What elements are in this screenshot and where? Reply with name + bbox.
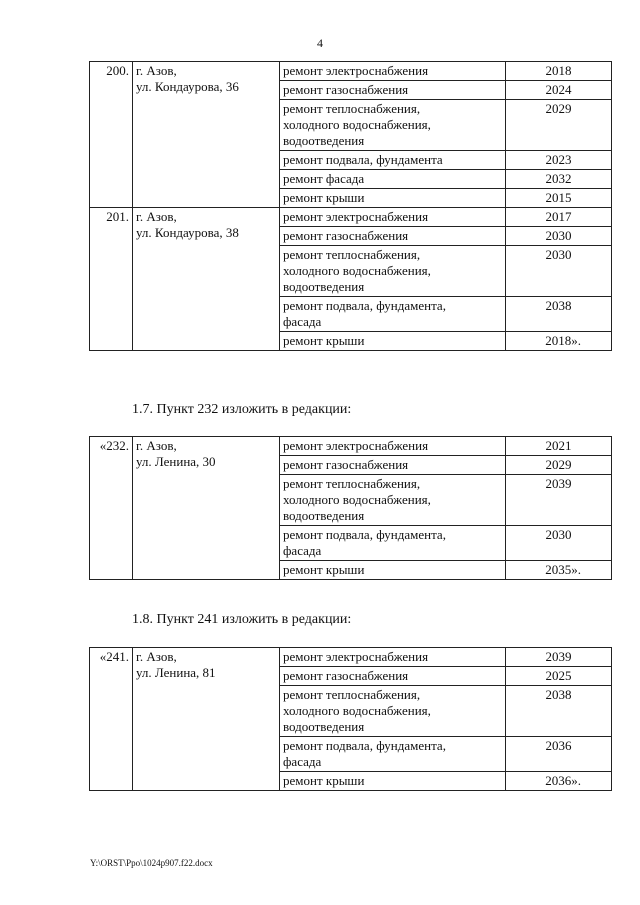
work-type: ремонт подвала, фундамента, фасада <box>280 297 506 332</box>
file-path-footer: Y:\ORST\Ppo\1024p907.f22.docx <box>90 858 213 868</box>
work-year: 2029 <box>506 100 612 151</box>
entry-address: г. Азов, ул. Кондаурова, 36 <box>133 62 280 208</box>
work-year: 2038 <box>506 297 612 332</box>
work-year: 2039 <box>506 475 612 526</box>
work-year: 2032 <box>506 170 612 189</box>
repair-schedule-table <box>89 61 612 351</box>
work-year: 2030 <box>506 246 612 297</box>
work-type: ремонт крыши <box>280 189 506 208</box>
work-type: ремонт теплоснабжения, холодного водоснабжения, водоотведения <box>280 686 506 737</box>
paragraph-item-1-7: 1.7. Пункт 232 изложить в редакции: <box>132 402 352 417</box>
work-type: ремонт крыши <box>280 332 506 351</box>
work-type: ремонт теплоснабжения, холодного водоснабжения, водоотведения <box>280 100 506 151</box>
page-number: 4 <box>317 36 323 50</box>
work-type: ремонт фасада <box>280 170 506 189</box>
work-type: ремонт электроснабжения <box>280 437 506 456</box>
work-year: 2015 <box>506 189 612 208</box>
work-type: ремонт газоснабжения <box>280 81 506 100</box>
entry-number: «241. <box>90 648 133 791</box>
work-type: ремонт подвала, фундамента <box>280 151 506 170</box>
entry-address: г. Азов, ул. Ленина, 30 <box>133 437 280 580</box>
table-row <box>90 62 612 81</box>
work-year: 2023 <box>506 151 612 170</box>
work-type: ремонт электроснабжения <box>280 648 506 667</box>
work-type: ремонт подвала, фундамента, фасада <box>280 526 506 561</box>
work-year: 2039 <box>506 648 612 667</box>
paragraph-item-1-8: 1.8. Пункт 241 изложить в редакции: <box>132 612 352 627</box>
work-year: 2021 <box>506 437 612 456</box>
work-year: 2030 <box>506 526 612 561</box>
work-year: 2036». <box>506 772 612 791</box>
work-type: ремонт электроснабжения <box>280 62 506 81</box>
work-type: ремонт электроснабжения <box>280 208 506 227</box>
repair-schedule-table <box>89 647 612 791</box>
work-year: 2036 <box>506 737 612 772</box>
work-type: ремонт газоснабжения <box>280 456 506 475</box>
work-type: ремонт теплоснабжения, холодного водоснабжения, водоотведения <box>280 475 506 526</box>
entry-number: 200. <box>90 62 133 208</box>
work-type: ремонт крыши <box>280 561 506 580</box>
work-type: ремонт подвала, фундамента, фасада <box>280 737 506 772</box>
work-type: ремонт теплоснабжения, холодного водоснабжения, водоотведения <box>280 246 506 297</box>
work-type: ремонт крыши <box>280 772 506 791</box>
entry-number: «232. <box>90 437 133 580</box>
work-year: 2038 <box>506 686 612 737</box>
table-row <box>90 437 612 456</box>
work-type: ремонт газоснабжения <box>280 227 506 246</box>
work-year: 2017 <box>506 208 612 227</box>
entry-number: 201. <box>90 208 133 351</box>
table-row <box>90 648 612 667</box>
table-row <box>90 208 612 227</box>
entry-address: г. Азов, ул. Кондаурова, 38 <box>133 208 280 351</box>
work-type: ремонт газоснабжения <box>280 667 506 686</box>
work-year: 2030 <box>506 227 612 246</box>
entry-address: г. Азов, ул. Ленина, 81 <box>133 648 280 791</box>
repair-schedule-table <box>89 436 612 580</box>
work-year: 2025 <box>506 667 612 686</box>
work-year: 2018». <box>506 332 612 351</box>
work-year: 2024 <box>506 81 612 100</box>
work-year: 2018 <box>506 62 612 81</box>
work-year: 2035». <box>506 561 612 580</box>
work-year: 2029 <box>506 456 612 475</box>
